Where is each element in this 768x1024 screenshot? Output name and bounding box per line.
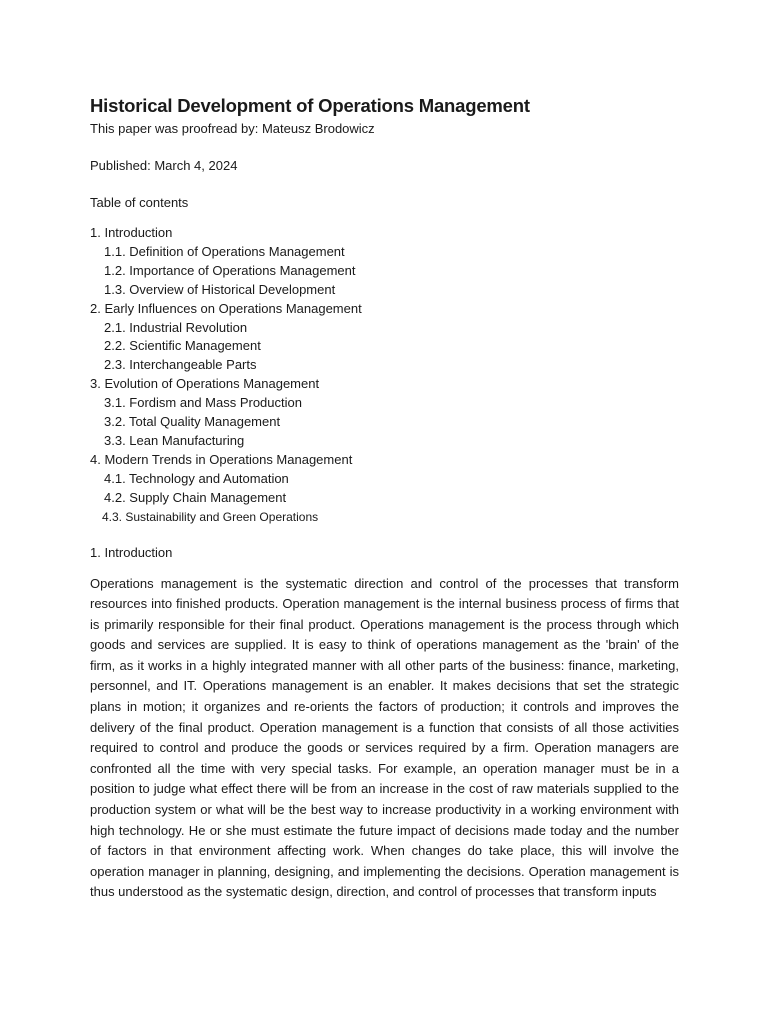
toc-subitem: 2.1. Industrial Revolution	[104, 319, 248, 335]
toc-subitem: 2.3. Interchangeable Parts	[104, 357, 257, 373]
toc-subitem: 1.3. Overview of Historical Development	[104, 281, 336, 297]
toc-item: 1. Introduction	[90, 225, 173, 240]
section-heading-introduction: 1. Introduction	[90, 544, 173, 560]
toc-heading: Table of contents	[90, 195, 189, 210]
table-of-contents	[90, 224, 679, 527]
toc-subitem: 1.2. Importance of Operations Management	[104, 262, 356, 278]
toc-subitem: 4.2. Supply Chain Management	[104, 489, 287, 505]
published-date: Published: March 4, 2024	[90, 158, 238, 173]
toc-item: 2. Early Influences on Operations Management	[90, 300, 362, 316]
toc-subitem: 3.1. Fordism and Mass Production	[104, 395, 302, 411]
toc-subitem: 4.1. Technology and Automation	[104, 470, 289, 486]
toc-item: 3. Evolution of Operations Management	[90, 376, 320, 392]
intro-paragraph: Operations management is the systematic direction and control of the processes that transform resources into finished products. Operation management is the internal business process of firms that is primarily responsible for their final product. Operations management is the process through which goods and services are supplied. It is easy to think of operations management as the 'brain' of the firm, as it works in a highly integrated manner with all other parts of the business: finance, marketing, personnel, and IT. Operations management is an enabler. It makes decisions that set the strategic plans in motion; it organizes and re-orients the factors of production; it controls and improves the delivery of the final product. Operation management is a function that consists of all those activities required to control and produce the goods or services required by a firm. Operation managers are confronted all the time with very special tasks. For example, an operation manager must be in a position to judge what effect there will be from an increase in the cost of raw materials supplied to the production system or what will be the best way to increase productivity in a working environment with high technology. He or she must estimate the future impact of decisions made today and the number of factors in that environment affecting work. When changes do take place, this will involve the operation manager in planning, designing, and implementing the decisions. Operation management is thus understood as the systematic design, direction, and control of processes that transform inputs	[90, 575, 679, 900]
page-title: Historical Development of Operations Management	[90, 95, 530, 116]
document-page	[90, 94, 679, 924]
toc-subitem: 3.2. Total Quality Management	[104, 414, 281, 430]
proofread-line: This paper was proofread by: Mateusz Brodowicz	[90, 121, 375, 136]
toc-subitem: 3.3. Lean Manufacturing	[104, 432, 245, 448]
toc-item: 4. Modern Trends in Operations Management	[90, 451, 353, 467]
toc-subitem: 2.2. Scientific Management	[104, 338, 261, 354]
toc-subitem: 1.1. Definition of Operations Management	[104, 243, 345, 259]
toc-subitem: 4.3. Sustainability and Green Operations	[102, 509, 319, 524]
